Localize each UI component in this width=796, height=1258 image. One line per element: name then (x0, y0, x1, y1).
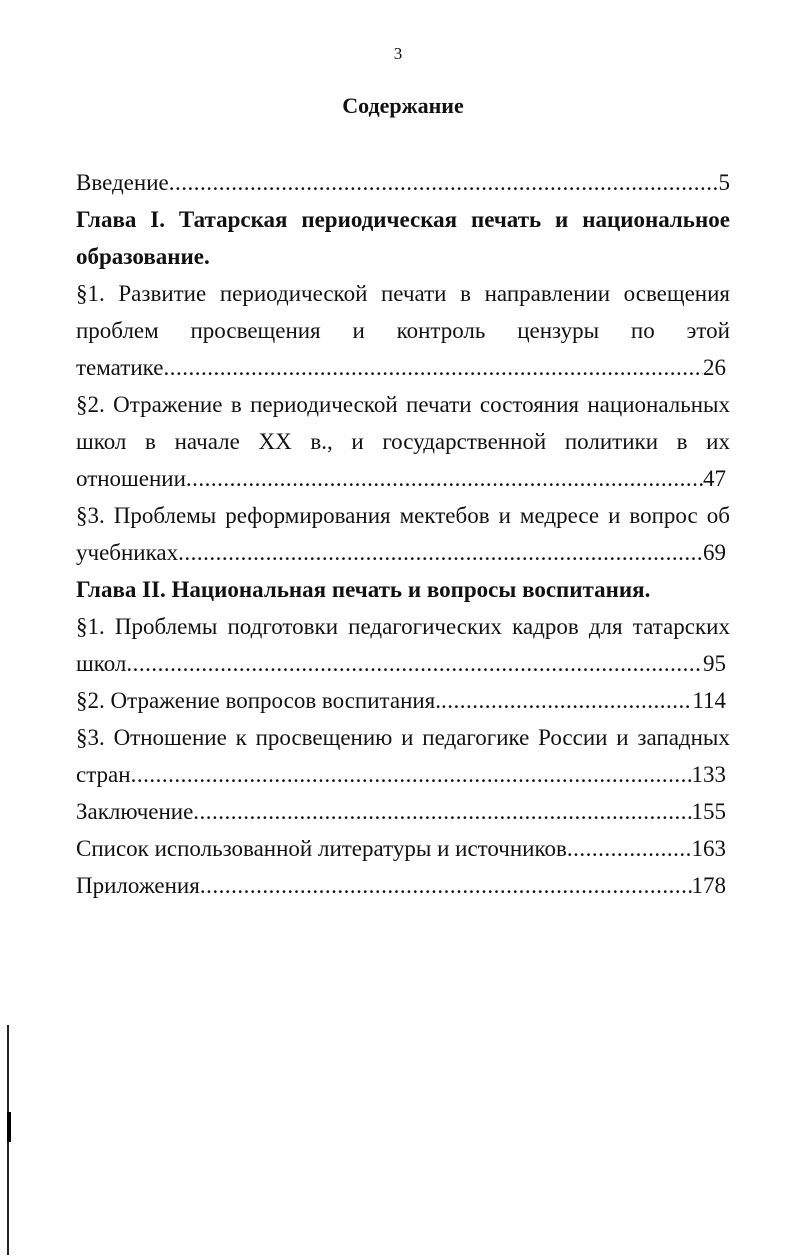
word: их (706, 429, 730, 454)
toc-entry-text: Список использованной литературы и источников (76, 836, 567, 861)
word: Отношение (113, 725, 227, 750)
word: §3. (76, 503, 105, 528)
toc-page-number: 47 (703, 466, 726, 491)
toc-entry-text: стран (76, 762, 131, 787)
section-2-1-line-1 (76, 608, 730, 645)
word: и (401, 725, 414, 750)
word: печати (406, 392, 472, 417)
dot-leader (131, 756, 692, 793)
word: в., (310, 429, 333, 454)
toc-entry-text: §2. Отражение вопросов воспитания. (76, 688, 442, 713)
dot-leader (193, 793, 691, 830)
word: в (676, 429, 688, 454)
word: контроль (396, 318, 486, 343)
word: в (145, 429, 156, 454)
toc-page-number: 69 (703, 540, 726, 565)
word: Развитие (118, 281, 207, 306)
word: цензуры (517, 318, 600, 343)
toc-page-number: 5 (718, 170, 730, 195)
word: печать (470, 207, 542, 232)
word: Проблемы (113, 503, 217, 528)
word: об (706, 503, 730, 528)
word: педагогике (422, 725, 530, 750)
word: реформирования (225, 503, 391, 528)
toc-entry-text: учебниках (76, 540, 179, 565)
word: §1. (76, 614, 105, 639)
dot-leader (186, 460, 703, 497)
word: России (538, 725, 608, 750)
word: просвещения (190, 318, 321, 343)
word: и (608, 503, 621, 528)
word: подготовки (227, 614, 338, 639)
word: школ (76, 429, 127, 454)
section-1-1-line-3 (76, 349, 726, 386)
word: I. (150, 207, 165, 232)
section-1-2-line-1 (76, 386, 730, 423)
scan-edge-mark (7, 1112, 11, 1142)
word: мектебов (399, 503, 490, 528)
toc-entry-text: Введение (76, 170, 169, 195)
word: начале (174, 429, 240, 454)
word: к (235, 725, 247, 750)
toc-page-number: 163 (691, 836, 726, 861)
table-of-contents (76, 164, 730, 904)
word: периодической (250, 392, 398, 417)
section-1-3-line-1 (76, 497, 730, 534)
word: и (555, 207, 569, 232)
word: татарских (632, 614, 730, 639)
word: направлении (484, 281, 611, 306)
section-2-3-line-2 (76, 756, 726, 793)
chapter-1-heading-line-2: образование. (76, 244, 210, 269)
word: национальное (582, 207, 730, 232)
word: и (498, 503, 511, 528)
section-2-2 (76, 682, 726, 719)
word: и (352, 318, 365, 343)
section-1-2-line-2 (76, 423, 730, 460)
word: Отражение (113, 392, 223, 417)
dot-leader (169, 164, 719, 201)
word: периодической (219, 281, 368, 306)
dot-leader (567, 830, 692, 867)
toc-entry-bibliography (76, 830, 726, 867)
dot-leader (441, 682, 692, 719)
dot-leader (200, 867, 692, 904)
section-2-3-line-1 (76, 719, 730, 756)
word: §3. (76, 725, 105, 750)
word: национальных (587, 392, 730, 417)
word: просвещению (255, 725, 393, 750)
word: западных (637, 725, 730, 750)
page-number: 3 (393, 44, 403, 63)
toc-page-number: 26 (703, 355, 726, 380)
toc-page-number: 133 (691, 762, 726, 787)
word: состояния (479, 392, 579, 417)
toc-entry-text: школ (76, 651, 127, 676)
word: XX (258, 429, 292, 454)
word: §2. (76, 392, 105, 417)
dot-leader (163, 349, 703, 386)
section-1-3-line-2 (76, 534, 726, 571)
toc-page-number: 95 (703, 651, 726, 676)
word: Проблемы (114, 614, 218, 639)
chapter-2-heading: Глава II. Национальная печать и вопросы воспитания. (76, 577, 651, 602)
word: §1. (76, 281, 105, 306)
dot-leader (126, 645, 703, 682)
page-title: Содержание (342, 93, 464, 118)
toc-entry-appendix (76, 867, 726, 904)
word: Татарская (178, 207, 288, 232)
word: печати (381, 281, 447, 306)
toc-entry-text: Заключение (76, 799, 194, 824)
section-1-1-line-1 (76, 275, 730, 312)
word: в (460, 281, 471, 306)
word: по (630, 318, 655, 343)
toc-entry-text: Приложения (76, 873, 200, 898)
word: педагогических (348, 614, 502, 639)
word: политики (564, 429, 659, 454)
word: и (616, 725, 629, 750)
section-1-1-line-2 (76, 312, 730, 349)
word: для (588, 614, 623, 639)
word: этой (686, 318, 730, 343)
word: в (230, 392, 242, 417)
toc-page-number: 178 (691, 873, 726, 898)
toc-entry-conclusion (76, 793, 726, 830)
word: и (351, 429, 364, 454)
chapter-1-heading-line-1 (76, 201, 730, 238)
toc-entry-intro (76, 164, 730, 201)
word: медресе (519, 503, 600, 528)
dot-leader (178, 534, 703, 571)
toc-page-number: 114 (692, 688, 726, 713)
word: кадров (512, 614, 579, 639)
toc-page-number: 155 (691, 799, 726, 824)
section-1-2-line-3 (76, 460, 726, 497)
toc-entry-text: отношении (76, 466, 186, 491)
section-2-1-line-2 (76, 645, 726, 682)
word: проблем (76, 318, 159, 343)
word: Глава (76, 207, 137, 232)
word: периодическая (301, 207, 458, 232)
word: освещения (623, 281, 730, 306)
toc-entry-text: тематике (76, 355, 164, 380)
word: государственной (382, 429, 547, 454)
word: вопрос (629, 503, 698, 528)
